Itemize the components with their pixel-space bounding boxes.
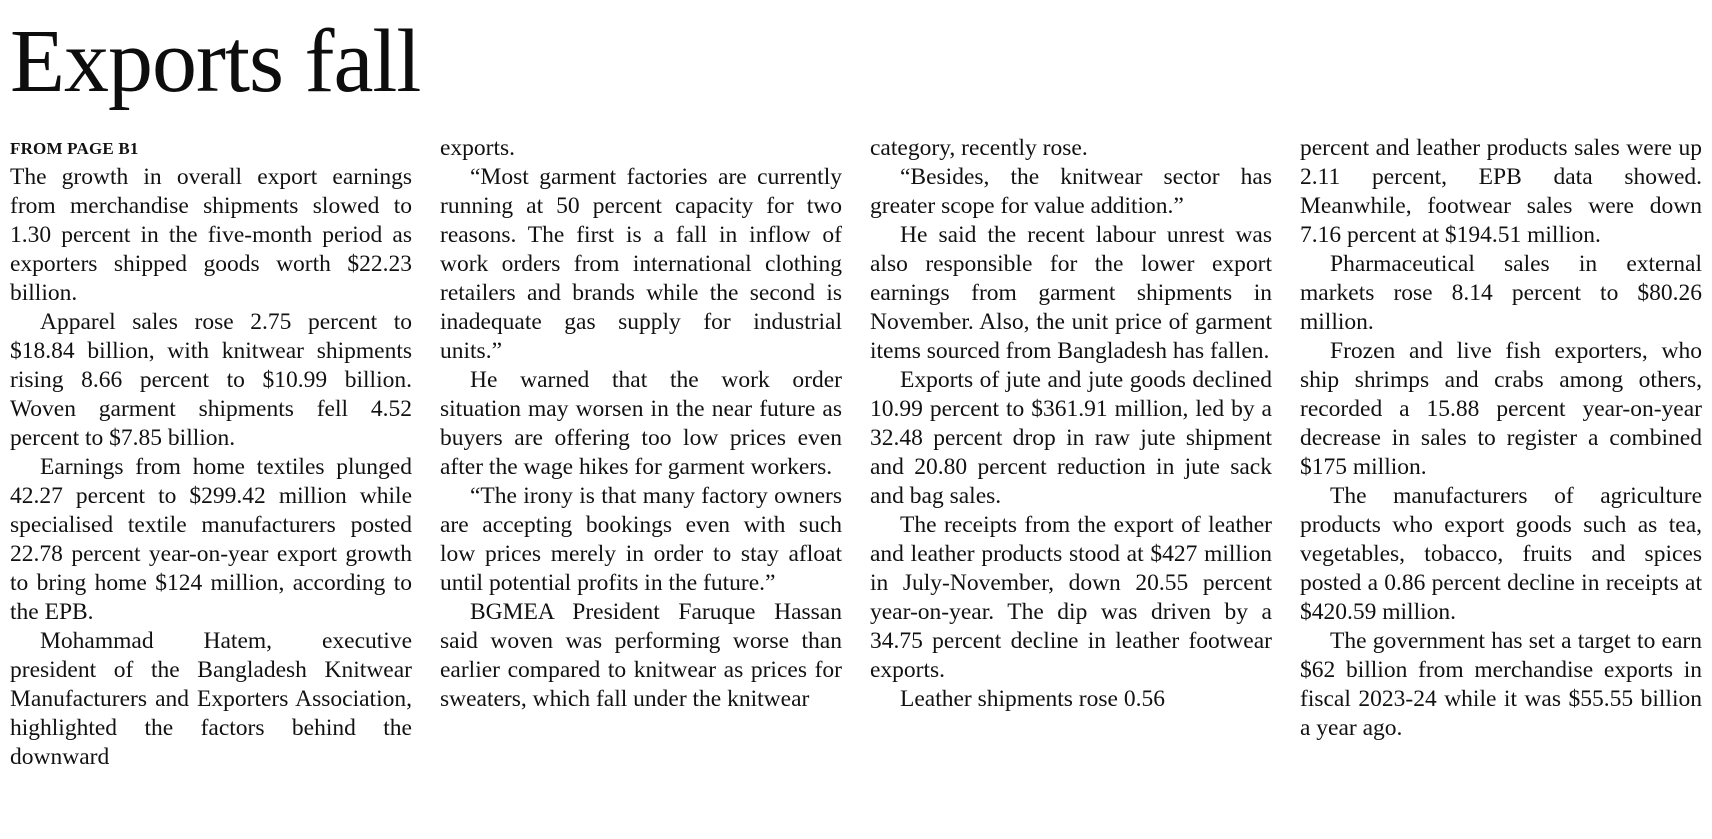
paragraph: Leather shipments rose 0.56 [900, 686, 1165, 712]
paragraph: “The irony is that many factory owners are accepting bookings even with such low prices merely in order to stay afloat until potential profits in the future.” [440, 483, 842, 596]
paragraph: BGMEA President Faruque Hassan said woven was performing worse than earlier compared to knitwear as prices for sweaters, which fall under the knitwear [440, 599, 842, 712]
paragraph: “Besides, the knitwear sector has greater scope for value addition.” [870, 164, 1272, 219]
jump-line: FROM PAGE B1 [10, 139, 139, 158]
paragraph-continued: exports. [440, 135, 516, 161]
paragraph: “Most garment factories are currently running at 50 percent capacity for two reasons. The first is a fall in inflow of work orders from international clothing retailers and brands while the second is inadequate gas supply for industrial units.” [440, 164, 842, 364]
paragraph: The growth in overall export earnings from merchandise shipments slowed to 1.30 percent in the five-month period as exporters shipped goods worth $22.23 billion. [10, 164, 412, 306]
paragraph: The receipts from the export of leather and leather products stood at $427 million in July-November, down 20.55 percent year-on-year. The dip was driven by a 34.75 percent decline in leather footwear exports. [870, 512, 1272, 683]
paragraph: He said the recent labour unrest was also responsible for the lower export earnings from garment shipments in November. Also, the unit price of garment items sourced from Bangladesh has fallen. [870, 222, 1272, 364]
paragraph: Earnings from home textiles plunged 42.27 percent to $299.42 million while specialised textile manufacturers posted 22.78 percent year-on-year export growth to bring home $124 million, according to the EPB. [10, 454, 412, 625]
paragraph: Frozen and live fish exporters, who ship shrimps and crabs among others, recorded a 15.88 percent year-on-year decrease in sales to register a combined $175 million. [1300, 338, 1702, 480]
column-4 [1300, 134, 1702, 834]
paragraph: Exports of jute and jute goods declined 10.99 percent to $361.91 million, led by a 32.48 percent drop in raw jute shipment and 20.80 percent reduction in jute sack and bag sales. [870, 367, 1272, 509]
paragraph: The manufacturers of agriculture products who export goods such as tea, vegetables, tobacco, fruits and spices posted a 0.86 percent decline in receipts at $420.59 million. [1300, 483, 1702, 625]
paragraph: Mohammad Hatem, executive president of the Bangladesh Knitwear Manufacturers and Exporters Association, highlighted the factors behind the downward [10, 628, 412, 770]
paragraph: The government has set a target to earn $62 billion from merchandise exports in fiscal 2023-24 while it was $55.55 billion a year ago. [1300, 628, 1702, 741]
column-3 [870, 134, 1272, 834]
column-2 [440, 134, 842, 834]
paragraph-continued: category, recently rose. [870, 135, 1088, 161]
paragraph: Apparel sales rose 2.75 percent to $18.84 billion, with knitwear shipments rising 8.66 percent to $10.99 billion. Woven garment shipments fell 4.52 percent to $7.85 billion. [10, 309, 412, 451]
paragraph: He warned that the work order situation may worsen in the near future as buyers are offering too low prices even after the wage hikes for garment workers. [440, 367, 842, 480]
column-1 [10, 134, 412, 834]
paragraph: Pharmaceutical sales in external markets rose 8.14 percent to $80.26 million. [1300, 251, 1702, 335]
paragraph-continued: percent and leather products sales were up 2.11 percent, EPB data showed. Meanwhile, footwear sales were down 7.16 percent at $194.51 million. [1300, 135, 1702, 248]
article-body [10, 134, 1702, 834]
headline: Exports fall [10, 12, 421, 111]
